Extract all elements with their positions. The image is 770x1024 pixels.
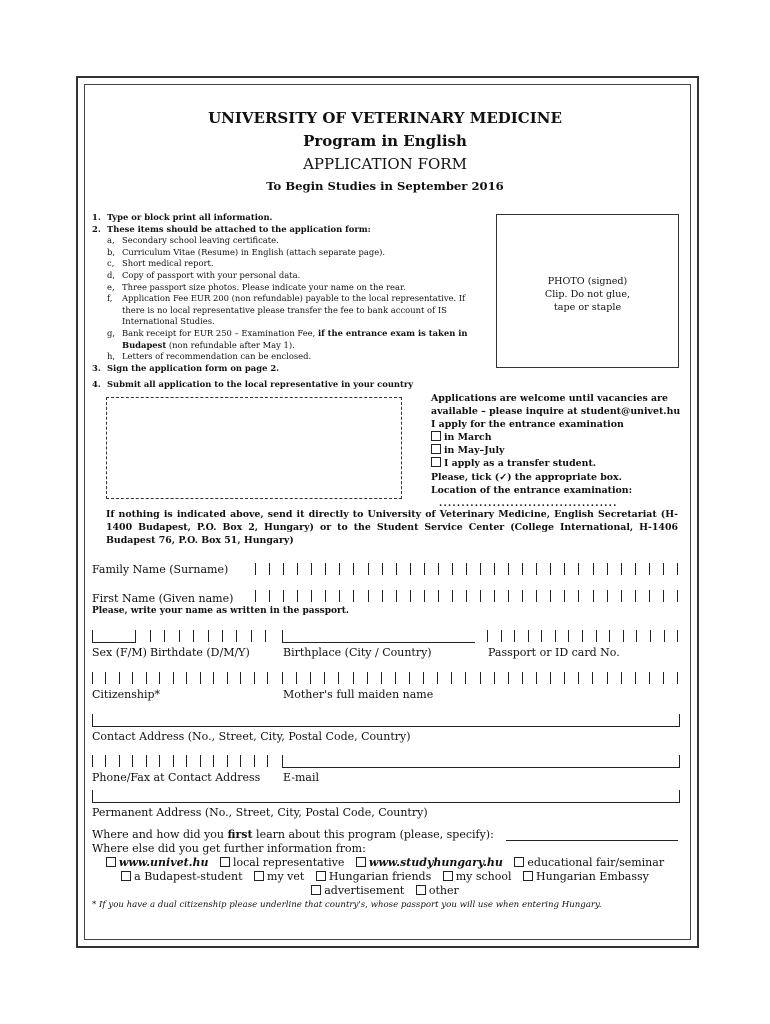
birthdate-input[interactable] xyxy=(150,630,266,642)
option-univet: www.univet.hu xyxy=(106,856,209,869)
attachment-b: Curriculum Vitae (Resume) in English (attach separate page). xyxy=(122,246,386,257)
checkbox-budapest-student[interactable] xyxy=(121,871,131,881)
option-school: my school xyxy=(443,870,512,883)
email-input[interactable] xyxy=(282,755,680,768)
nothing-indicated-note: If nothing is indicated above, send it directly to University of Veterinary Medicine, English Secretariat (H-1400 Budapest, P.O. Box 2, Hungary) or to the Student Service Center (College International, H-1406 Budapest 76, P.O. Box 51, Hungary) xyxy=(106,509,678,547)
first-name-input[interactable] xyxy=(255,590,678,602)
checkbox-other[interactable] xyxy=(416,885,426,895)
passport-input[interactable] xyxy=(487,630,678,642)
checkbox-friends[interactable] xyxy=(316,871,326,881)
citizenship-label: Citizenship* xyxy=(92,688,161,701)
attachment-e: Three passport size photos. Please indicate your name on the rear. xyxy=(122,281,406,292)
tick-note: Please, tick (✓) the appropriate box. xyxy=(431,471,622,483)
option-budapest-student: a Budapest-student xyxy=(121,870,242,883)
checkbox-school[interactable] xyxy=(443,871,453,881)
source-options-row-3 xyxy=(86,884,684,897)
apply-section xyxy=(431,392,681,510)
checkbox-studyhungary[interactable] xyxy=(356,857,366,867)
option-embassy: Hungarian Embassy xyxy=(523,870,649,883)
checkbox-fair[interactable] xyxy=(514,857,524,867)
permanent-address-input[interactable] xyxy=(92,790,680,803)
option-fair: educational fair/seminar xyxy=(514,856,664,869)
local-representative-box[interactable] xyxy=(106,397,402,499)
birthplace-label: Birthplace (City / Country) xyxy=(283,646,432,659)
checkbox-may-july[interactable] xyxy=(431,444,441,454)
apply-line-2: available – please inquire at student@univet.hu xyxy=(431,406,681,418)
checkbox-advertisement[interactable] xyxy=(311,885,321,895)
first-learn-input[interactable] xyxy=(506,828,678,841)
first-learn-question: Where and how did you first learn about this program (please, specify): xyxy=(92,828,494,841)
option-friends: Hungarian friends xyxy=(316,870,431,883)
instructions-list: 1. Type or block print all information. 2. These items should be attached to the application form: a, Secondary school leaving certificate. b, Curriculum Vitae (Resume) in English (attach separate page). c, Short medical report. d, Copy of passport with your personal data. e, Three passport size photos. Please indicate your name on the rear. f, Application Fee EUR 200 (non refundable) payable to the local representative. If there is no local representative please transfer the fee to bank account of IS International Studies. g, Bank receipt for EUR 250 – Examination Fee, if the entrance exam is taken in Budapest (non refundable after May 1). h, Letters of recommendation can be enclosed. 3. Sign the application form on page 2. 4. Submit all application to the local representative in your country xyxy=(92,212,482,391)
instruction-3: Sign the application form on page 2. xyxy=(107,362,280,373)
birthdate-label: Birthdate (D/M/Y) xyxy=(150,646,250,659)
footnote: * If you have a dual citizenship please underline that country's, whose passport you will use when entering Hungary. xyxy=(92,900,602,910)
photo-label-1: PHOTO (signed) xyxy=(547,276,628,287)
birthplace-input[interactable] xyxy=(282,630,475,643)
name-note: Please, write your name as written in the passport. xyxy=(92,606,350,616)
phone-input[interactable] xyxy=(92,755,268,767)
option-advertisement: advertisement xyxy=(311,884,404,897)
attachment-f: Application Fee EUR 200 (non refundable) payable to the local representative. If there is no local representative please transfer the fee to bank account of IS International Studies. xyxy=(122,293,466,327)
checkbox-march[interactable] xyxy=(431,431,441,441)
form-title: APPLICATION FORM xyxy=(303,155,467,173)
maiden-name-input[interactable] xyxy=(282,672,678,684)
permanent-address-label: Permanent Address (No., Street, City, Postal Code, Country) xyxy=(92,806,428,819)
family-name-input[interactable] xyxy=(255,563,678,575)
contact-address-input[interactable] xyxy=(92,714,680,727)
family-name-label: Family Name (Surname) xyxy=(92,563,229,576)
maiden-name-label: Mother's full maiden name xyxy=(283,688,434,701)
attachment-g: Bank receipt for EUR 250 – Examination Fee, if the entrance exam is taken in Budapest (non refundable after May 1). xyxy=(122,327,468,350)
checkbox-univet[interactable] xyxy=(106,857,116,867)
university-title: UNIVERSITY OF VETERINARY MEDICINE xyxy=(208,109,562,127)
source-options-row-2 xyxy=(86,870,684,883)
citizenship-input[interactable] xyxy=(92,672,268,684)
attachment-a: Secondary school leaving certificate. xyxy=(122,235,279,246)
program-title: Program in English xyxy=(303,132,467,150)
sex-label: Sex (F/M) xyxy=(92,646,147,659)
apply-line-1: Applications are welcome until vacancies are xyxy=(431,393,668,404)
option-my-vet: my vet xyxy=(254,870,304,883)
option-other: other xyxy=(416,884,459,897)
photo-label-2: Clip. Do not glue, xyxy=(544,289,631,300)
apply-line-3: I apply for the entrance examination xyxy=(431,419,624,431)
form-subtitle: To Begin Studies in September 2016 xyxy=(266,179,504,193)
passport-label: Passport or ID card No. xyxy=(488,646,620,659)
attachment-c: Short medical report. xyxy=(122,258,214,269)
photo-label-3: tape or staple xyxy=(553,302,622,313)
first-name-label: First Name (Given name) xyxy=(92,592,234,605)
option-may-july: in May–July xyxy=(431,444,681,457)
instruction-2: These items should be attached to the application form: xyxy=(107,223,371,234)
checkbox-embassy[interactable] xyxy=(523,871,533,881)
checkbox-local-rep[interactable] xyxy=(220,857,230,867)
attachment-h: Letters of recommendation can be enclosed. xyxy=(122,351,312,362)
checkbox-my-vet[interactable] xyxy=(254,871,264,881)
sex-input[interactable] xyxy=(92,630,136,643)
attachment-d: Copy of passport with your personal data. xyxy=(122,269,301,280)
option-march: in March xyxy=(431,431,681,444)
instruction-1: Type or block print all information. xyxy=(107,212,273,222)
photo-box[interactable] xyxy=(496,214,679,368)
source-options-row-1 xyxy=(86,856,684,869)
location-dots: ........................................ xyxy=(439,497,618,509)
instruction-4: Submit all application to the local representative in your country xyxy=(107,379,414,390)
option-local-rep: local representative xyxy=(220,856,344,869)
option-transfer: I apply as a transfer student. xyxy=(431,457,681,470)
checkbox-transfer[interactable] xyxy=(431,457,441,467)
phone-label: Phone/Fax at Contact Address xyxy=(92,771,261,784)
email-label: E-mail xyxy=(283,771,319,784)
where-else-label: Where else did you get further information from: xyxy=(92,842,366,855)
contact-address-label: Contact Address (No., Street, City, Postal Code, Country) xyxy=(92,730,411,743)
location-label: Location of the entrance examination: xyxy=(431,484,633,496)
option-studyhungary: www.studyhungary.hu xyxy=(356,856,503,869)
